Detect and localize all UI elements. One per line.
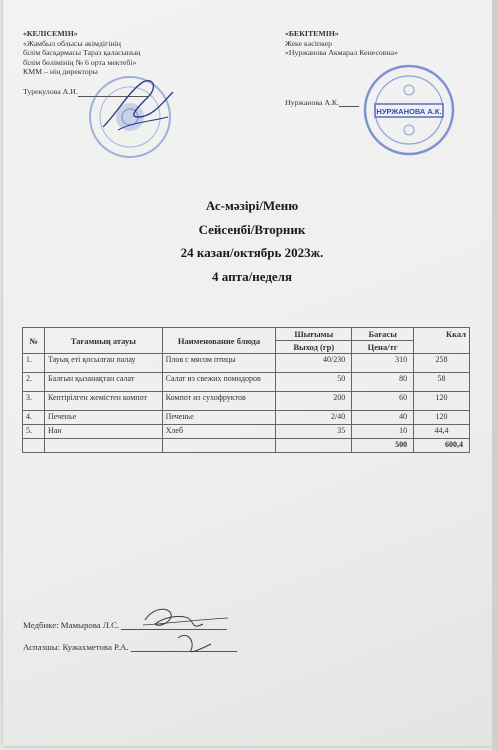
title-menu: Ас-мәзірі/Меню bbox=[205, 198, 299, 213]
cell-yield: 200 bbox=[276, 392, 352, 411]
approval-right-line: Жеке кәсіпкер bbox=[285, 38, 333, 48]
cell-name-ru: Печенье bbox=[162, 411, 276, 425]
cell-price: 310 bbox=[352, 354, 414, 373]
table-total-row bbox=[23, 439, 470, 453]
cell-name-kz: Балғын қызанақтан салат bbox=[44, 373, 162, 392]
cell-price: 80 bbox=[352, 373, 414, 392]
document-sheet bbox=[3, 0, 493, 746]
title-date: 24 казан/октябрь 2023ж. bbox=[180, 245, 324, 260]
cell-name-ru: Салат из свежих помидоров bbox=[162, 373, 276, 392]
cell-yield: 2/40 bbox=[276, 411, 352, 425]
cell-kcal: 258 bbox=[414, 354, 470, 373]
cell-name-kz: Тауық еті қосылған палау bbox=[44, 354, 162, 373]
cell-name-kz: Печенье bbox=[44, 411, 162, 425]
approval-left-line: «Жамбыл облысы әкімдігінің bbox=[23, 38, 121, 48]
table-header-row bbox=[23, 328, 470, 341]
cell-name-ru: Хлеб bbox=[162, 425, 276, 439]
cell-empty bbox=[44, 439, 162, 453]
cell-num: 2. bbox=[23, 373, 45, 392]
page-edge-shadow bbox=[492, 0, 498, 750]
cell-price: 60 bbox=[352, 392, 414, 411]
director-signature bbox=[98, 72, 178, 137]
cell-yield: 35 bbox=[276, 425, 352, 439]
cell-kcal: 58 bbox=[414, 373, 470, 392]
nurse-name: Медбике: Мамырова Л.С. bbox=[23, 620, 120, 630]
stamp-text: НУРЖАНОВА А.К. bbox=[376, 107, 442, 116]
total-kcal: 600,4 bbox=[414, 439, 470, 453]
cell-empty bbox=[276, 439, 352, 453]
approval-left-line: білім басқармасы Тараз қаласының bbox=[23, 48, 141, 58]
cell-num: 5. bbox=[23, 425, 45, 439]
approval-right-line: «Нуржанова Акмарал Кенесовна» bbox=[285, 48, 399, 58]
cell-yield: 40/230 bbox=[276, 354, 352, 373]
document-titles bbox=[3, 198, 498, 292]
title-day: Сейсенбі/Вторник bbox=[198, 221, 306, 237]
cell-price: 40 bbox=[352, 411, 414, 425]
cell-num: 1. bbox=[23, 354, 45, 373]
cell-kcal: 44,4 bbox=[414, 425, 470, 439]
cell-name-ru: Плов с мясом птицы bbox=[162, 354, 276, 373]
title-week: 4 апта/неделя bbox=[212, 268, 292, 284]
nurse-signature bbox=[133, 600, 233, 660]
signatory-name: Турекулова А.И. bbox=[23, 86, 78, 96]
header-price-kz: Бағасы bbox=[352, 328, 414, 341]
header-yield-kz: Шығымы bbox=[276, 328, 352, 341]
entrepreneur-seal-stamp bbox=[361, 62, 457, 158]
cell-empty bbox=[162, 439, 276, 453]
cell-num: 4. bbox=[23, 411, 45, 425]
table-row bbox=[23, 373, 470, 392]
menu-table bbox=[22, 327, 470, 453]
cell-empty bbox=[23, 439, 45, 453]
approval-left-line: КММ – нің директоры bbox=[23, 67, 98, 77]
table-row bbox=[23, 392, 470, 411]
cell-yield: 50 bbox=[276, 373, 352, 392]
header-name-ru: Наименование блюда bbox=[162, 328, 276, 354]
header-name-kz: Тағамның атауы bbox=[44, 328, 162, 354]
header-price-ru: Цена/тг bbox=[352, 341, 414, 354]
signature-line bbox=[339, 106, 359, 107]
header-num: № bbox=[23, 328, 45, 354]
signatory-name: Нуржанова А.К. bbox=[285, 97, 340, 107]
table-row bbox=[23, 411, 470, 425]
total-price: 500 bbox=[352, 439, 414, 453]
header-yield-ru: Выход (гр) bbox=[276, 341, 352, 354]
cell-name-kz: Кептірілген жемістен компот bbox=[44, 392, 162, 411]
cell-price: 10 bbox=[352, 425, 414, 439]
header-kcal: Ккал bbox=[414, 328, 470, 354]
table-row bbox=[23, 354, 470, 373]
cell-name-ru: Компот из сухофруктов bbox=[162, 392, 276, 411]
cook-name: Аспазшы: Кужахметова Р.А. bbox=[23, 642, 129, 652]
cell-name-kz: Нан bbox=[44, 425, 162, 439]
cell-kcal: 120 bbox=[414, 411, 470, 425]
approval-left-heading: «КЕЛІСЕМІН» bbox=[23, 29, 78, 38]
table-row bbox=[23, 425, 470, 439]
cell-num: 3. bbox=[23, 392, 45, 411]
cell-kcal: 120 bbox=[414, 392, 470, 411]
approval-right-heading: «БЕКІТЕМІН» bbox=[285, 29, 339, 38]
approval-left-line: білім бөлімінің № 6 орта мектебі» bbox=[23, 57, 137, 67]
